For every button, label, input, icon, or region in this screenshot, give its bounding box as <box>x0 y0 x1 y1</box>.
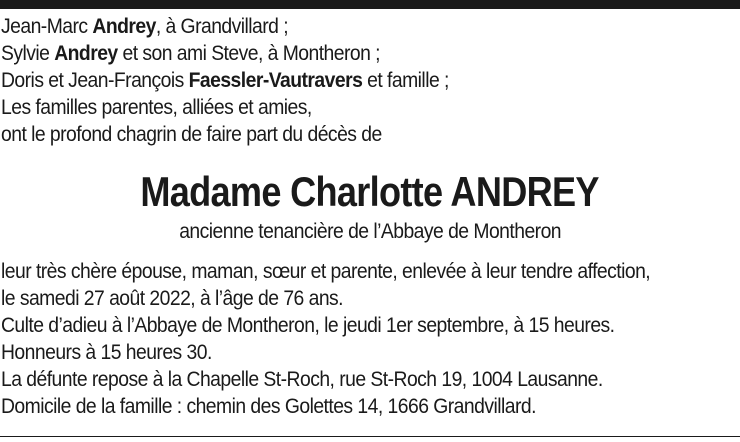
deceased-description-text: ancienne tenancière de l’Abbaye de Montheron <box>179 219 561 243</box>
detail-line-3: Culte d’adieu à l’Abbaye de Montheron, le jeudi 1er septembre, à 15 heures. <box>1 313 615 337</box>
deceased-name <box>0 168 740 216</box>
detail-line-5: La défunte repose à la Chapelle St-Roch, rue St-Roch 19, 1004 Lausanne. <box>1 367 603 391</box>
announcer-1-pre: Jean-Marc <box>1 14 93 38</box>
announcer-3-post: et famille ; <box>362 68 449 92</box>
announcer-line-5: ont le profond chagrin de faire part du décès de <box>1 122 382 146</box>
announcer-line-3 <box>1 67 449 94</box>
detail-line-1: leur très chère épouse, maman, sœur et parente, enlevée à leur tendre affection, <box>1 259 651 283</box>
announcer-line-1 <box>1 13 288 40</box>
bottom-rule <box>0 436 740 437</box>
detail-line-2: le samedi 27 août 2022, à l’âge de 76 ans. <box>1 286 344 310</box>
top-rule <box>0 0 740 9</box>
announcer-line-4: Les familles parentes, alliées et amies, <box>1 95 312 119</box>
announcer-1-surname: Andrey <box>92 14 156 38</box>
announcer-line-2 <box>1 40 380 67</box>
announcer-2-pre: Sylvie <box>1 41 55 65</box>
announcer-2-surname: Andrey <box>54 41 118 65</box>
announcer-3-pre: Doris et Jean-François <box>1 68 189 92</box>
detail-line-6: Domicile de la famille : chemin des Golettes 14, 1666 Grandvillard. <box>1 394 536 418</box>
deceased-name-text: Madame Charlotte ANDREY <box>140 168 600 215</box>
announcer-3-surname: Faessler-Vautravers <box>188 68 363 92</box>
announcer-2-post: et son ami Steve, à Montheron ; <box>117 41 381 65</box>
deceased-description <box>0 218 740 245</box>
detail-line-4: Honneurs à 15 heures 30. <box>1 340 212 364</box>
announcer-1-post: , à Grandvillard ; <box>155 14 289 38</box>
